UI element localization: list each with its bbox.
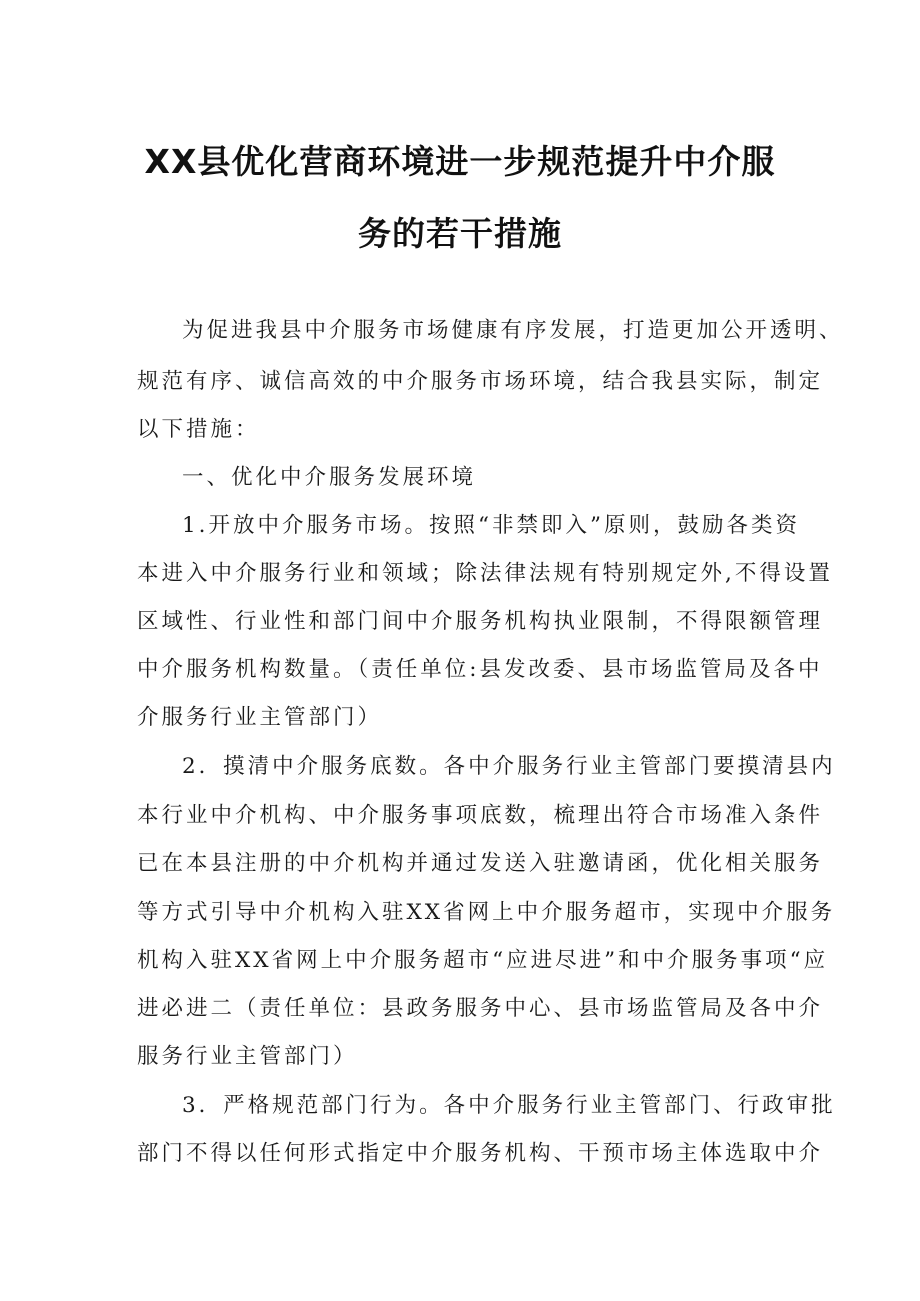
item-2-line: 进必进二（责任单位：县政务服务中心、县市场监管局及各中介 bbox=[137, 996, 824, 1021]
document-title-line-2: 务的若干措施 bbox=[358, 214, 562, 253]
paragraph-intro-line: 为促进我县中介服务市场健康有序发展，打造更加公开透明、 bbox=[182, 318, 844, 343]
item-1-line: 区域性、行业性和部门间中介服务机构执业限制，不得限额管理 bbox=[137, 609, 824, 634]
document-title-line-1: XX县优化营商环境进一步规范提升中介服 bbox=[144, 142, 776, 181]
item-2-line: 机构入驻XX省网上中介服务超市“应进尽进”和中介服务事项“应 bbox=[137, 948, 829, 973]
item-2-line: 本行业中介机构、中介服务事项底数，梳理出符合市场准入条件 bbox=[137, 803, 824, 828]
item-1-line: 1.开放中介服务市场。按照“非禁即入”原则，鼓励各类资 bbox=[182, 513, 800, 538]
item-2-line: 等方式引导中介机构入驻XX省网上中介服务超市，实现中介服务 bbox=[137, 900, 836, 925]
item-2-line: 服务行业主管部门） bbox=[137, 1044, 358, 1069]
paragraph-intro-line: 规范有序、诚信高效的中介服务市场环境，结合我县实际，制定 bbox=[137, 369, 824, 394]
item-2-line: 已在本县注册的中介机构并通过发送入驻邀请函，优化相关服务 bbox=[137, 851, 824, 876]
section-heading: 一、优化中介服务发展环境 bbox=[182, 465, 477, 490]
paragraph-intro-line: 以下措施： bbox=[137, 417, 260, 442]
item-3-line: 3．严格规范部门行为。各中介服务行业主管部门、行政审批 bbox=[182, 1093, 836, 1118]
item-3-line: 部门不得以任何形式指定中介服务机构、干预市场主体选取中介 bbox=[137, 1141, 824, 1166]
item-1-line: 中介服务机构数量。（责任单位:县发改委、县市场监管局及各中 bbox=[137, 657, 823, 682]
item-1-line: 介服务行业主管部门） bbox=[137, 705, 383, 730]
item-2-line: 2．摸清中介服务底数。各中介服务行业主管部门要摸清县内 bbox=[182, 754, 836, 779]
item-1-line: 本进入中介服务行业和领域；除法律法规有特别规定外,不得设置 bbox=[137, 561, 833, 586]
